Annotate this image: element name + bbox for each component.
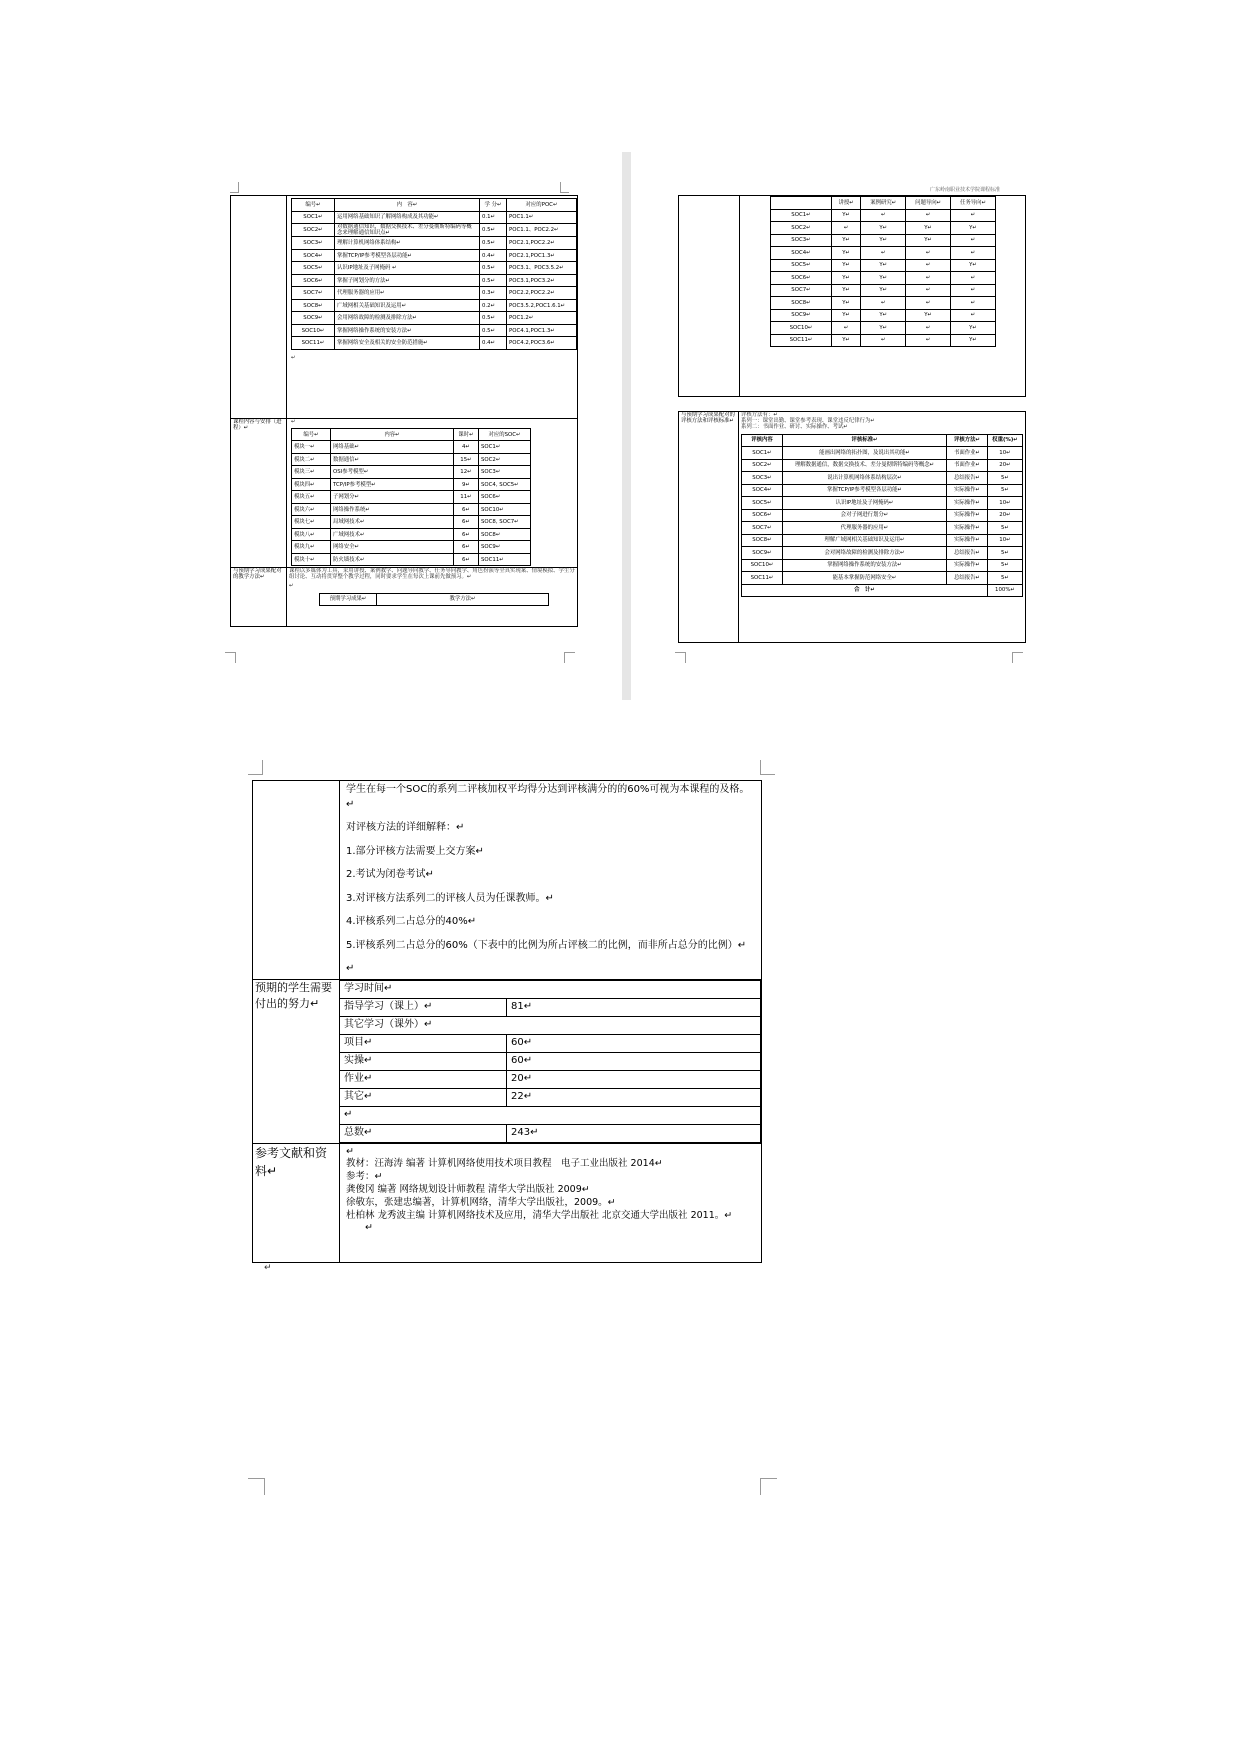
table-row: SOC3↵ 说出计算机网络体系结构层次↵ 总结报告↵ 5↵ — [742, 472, 1023, 485]
crop-mark — [248, 1478, 265, 1495]
table-row: SOC11↵ Y↵ ↵ ↵ Y↵ — [771, 334, 996, 347]
grading-paragraph: 4.评核系列二占总分的40%↵ — [346, 916, 477, 927]
crop-mark — [248, 760, 263, 775]
soc-table-body — [292, 211, 577, 349]
effort-row: 其它↵ 22↵ — [340, 1088, 761, 1106]
reference-line: 龚俊冈 编著 网络规划设计师教程 清华大学出版社 2009↵ — [346, 1183, 590, 1195]
table-row: SOC10↵ 掌握网络操作系统的安装方法↵ 0.5↵ POC4.1,POC1.3↵ — [292, 324, 577, 337]
effort-label: 预期的学生需要付出的努力↵ — [253, 979, 340, 1143]
crop-mark — [675, 652, 686, 663]
soc-table-header: 编号↵ 内 容↵ 学 分↵ 对应的POC↵ — [292, 199, 577, 212]
reference-line: 杜柏林 龙秀波主编 计算机网络技术及应用，清华大学出版社 北京交通大学出版社 2011。↵ — [346, 1209, 733, 1221]
table-row: 模块八↵ 广域网技术↵ 6↵ SOC8↵ — [292, 528, 531, 541]
table-row: SOC1↵ 运用网络基础知识了解网络构成及其功能↵ 0.1↵ POC1.1↵ — [292, 211, 577, 224]
assessment-outer-table — [678, 411, 1026, 643]
module-table-header: 编号↵ 内容↵ 课时↵ 对应的SOC↵ — [292, 428, 531, 441]
assessment-total-row: 合 计↵ 100%↵ — [742, 584, 1023, 597]
page-3-outer-table — [252, 780, 762, 1263]
method-table-cell — [740, 196, 1026, 397]
references-cell — [340, 1143, 762, 1262]
crop-mark — [760, 1478, 777, 1495]
assessment-label: 与预期学习成果配对的评核方法和评核标准↵ — [679, 412, 739, 643]
teaching-cell: 课程以多媒体为工具，采用讲授、案例教学、问题导向教学、任务导向教学、角色扮演等全真实现案、情境模拟、学生分组讨论、互动将贯穿整个教学过程，同时要求学生在每次上课前先做预习。↵ ↵ 预期学习成果↵ 教学方法↵ — [287, 568, 578, 627]
table-row: SOC6↵ 会对子网进行划分↵ 实际操作↵ 20↵ — [742, 509, 1023, 522]
table-row: SOC3↵ 理解计算机网络体系结构↵ 0.5↵ POC2.1,POC2.2↵ — [292, 237, 577, 250]
assessment-table-body — [742, 447, 1023, 585]
table-row: SOC2↵ ↵ Y↵ Y↵ Y↵ — [771, 222, 996, 235]
teaching-text: 课程以多媒体为工具，采用讲授、案例教学、问题导向教学、任务导向教学、角色扮演等全真实现案、情境模拟、学生分组讨论、互动将贯穿整个教学过程，同时要求学生在每次上课前先做预习。↵ — [289, 568, 575, 580]
table-row: SOC2↵ 对数据通信知识，数据交换技术、差分曼彻斯特编码等概念来理解通信知识点↵ 0.5↵ POC1.1、POC2.2↵ — [292, 224, 577, 237]
reference-line: ↵ — [346, 1145, 354, 1157]
page-2-outer-table — [678, 195, 1026, 397]
method-table — [770, 196, 996, 347]
table-row: SOC1↵ 能画出网络的拓扑图，及说出其功能↵ 书面作业↵ 10↵ — [742, 447, 1023, 460]
module-table-cell: ↵ 编号↵ 内容↵ 课时↵ 对应的SOC↵ 模块一↵ 网络基础↵ 4↵ SOC1↵ 模块二↵ 数据通信↵ 15↵ SOC2↵ 模块三↵ OSI参考模型↵ 12↵ SOC3↵ 模块四↵ TCP/IP参考模型↵ 9↵ SOC4, SOC5↵ 模块五↵ 子网划分↵ 11↵ SOC6↵ 模块六↵ 网络操作系统↵ 6↵ SOC10↵ 模块七↵ 局域网技术↵ 6↵ SOC8, SOC7↵ 模块八↵ 广域网技术↵ 6↵ SOC8↵ 模块九↵ 网络安全↵ 6↵ SOC9↵ 模块十↵ 防火墙技术↵ 6↵ SOC11↵ — [287, 419, 578, 568]
table-row: 模块五↵ 子网划分↵ 11↵ SOC6↵ — [292, 491, 531, 504]
page-3-left-cell — [253, 781, 340, 980]
crop-mark — [760, 760, 775, 775]
table-row: SOC8↵ 广域网相关基础知识及运用↵ 0.2↵ POC3.5.2,POC1.6.1↵ — [292, 299, 577, 312]
table-row: 模块四↵ TCP/IP参考模型↵ 9↵ SOC4, SOC5↵ — [292, 478, 531, 491]
arrangement-label: 课程内容与安排（进程）↵ — [231, 419, 287, 568]
table-row: SOC11↵ 掌握网络安全及相关的安全防范措施↵ 0.4↵ POC4.2,POC3.6↵ — [292, 337, 577, 350]
table-row: SOC5↵ 认识IP地址及子网掩码 ↵ 0.5↵ POC3.1、POC3.5.2↵ — [292, 262, 577, 275]
page-1 — [230, 195, 578, 627]
table-row: SOC7↵ 代理服务器的应用↵ 0.3↵ POC2.2,POC2.2↵ — [292, 287, 577, 300]
page-2-header: 广东岭南职业技术学院课程标准 — [930, 187, 1001, 193]
module-table-body — [292, 441, 531, 566]
grading-paragraphs: 学生在每一个SOC的系列二评核加权平均得分达到评核满分的的60%可视为本课程的及格。↵ 对评核方法的详细解释：↵ 1.部分评核方法需要上交方案↵ 2.考试为闭卷考试↵ 3.对评核方法系列二的评核人员为任课教师。↵ 4.评核系列二占总分的40%↵ 5.评核系列二占总分的60%（下表中的比例为所占评核二的比例，而非所占总分的比例）↵ ↵ — [346, 783, 755, 977]
table-row: 模块七↵ 局域网技术↵ 6↵ SOC8, SOC7↵ — [292, 516, 531, 529]
references-list — [346, 1146, 755, 1236]
reference-line: ↵ — [346, 1222, 373, 1234]
table-row: SOC6↵ 掌握子网划分的方法↵ 0.5↵ POC3.1,POC3.2↵ — [292, 274, 577, 287]
teaching-bottom-table: 预期学习成果↵ 教学方法↵ — [319, 593, 549, 607]
table-row: SOC2↵ 理解数据通信，数据交换技术、差分曼彻斯特编码等概念↵ 书面作业↵ 20↵ — [742, 459, 1023, 472]
grading-paragraph: 3.对评核方法系列二的评核人员为任课教师。↵ — [346, 892, 554, 904]
grading-notes — [340, 781, 762, 980]
page-2 — [678, 195, 1026, 643]
effort-row: 项目↵ 60↵ — [340, 1034, 761, 1052]
reference-line: 徐敬东，张建忠编著，计算机网络，清华大学出版社，2009。↵ — [346, 1196, 616, 1208]
method-table-header: 讲授↵ 案例研究↵ 问题导向↵ 任务导向↵ — [771, 197, 996, 210]
reference-line: 教材：汪海涛 编著 计算机网络使用技术项目教程 电子工业出版社 2014↵ — [346, 1158, 663, 1170]
table-row: 模块一↵ 网络基础↵ 4↵ SOC1↵ — [292, 441, 531, 454]
assessment-table-header: 评核内容 评核标准↵ 评核方法↵ 权重(%)↵ — [742, 434, 1023, 447]
reference-line: 参考：↵ — [346, 1171, 383, 1183]
table-row: SOC3↵ Y↵ Y↵ Y↵ ↵ — [771, 234, 996, 247]
grading-paragraph: 1.部分评核方法需要上交方案↵ — [346, 845, 484, 857]
soc-table-cell: 编号↵ 内 容↵ 学 分↵ 对应的POC↵ SOC1↵ 运用网络基础知识了解网络构成及其功能↵ 0.1↵ POC1.1↵ SOC2↵ 对数据通信知识，数据交换技术、差分曼彻斯特编码等概念来理解通信知识点↵ 0.5↵ POC1.1、POC2.2↵ SOC3↵ 理解计算机网络体系结构↵ 0.5↵ POC2.1,POC2.2↵ SOC4↵ 掌握TCP/IP参考模型各层功能↵ 0.4↵ POC2.1,POC1.3↵ SOC5↵ 认识IP地址及子网掩码 ↵ 0.5↵ POC3.1、POC3.5.2↵ SOC6↵ 掌握子网划分的方法↵ 0.5↵ POC3.1,POC3.2↵ SOC7↵ 代理服务器的应用↵ 0.3↵ POC2.2,POC2.2↵ SOC8↵ 广域网相关基础知识及运用↵ 0.2↵ POC3.5.2,POC1.6.1↵ SOC9↵ 会用网络故障的检测及排除方法↵ 0.5↵ POC1.2↵ SOC10↵ 掌握网络操作系统的安装方法↵ 0.5↵ POC4.1,POC1.3↵ SOC11↵ 掌握网络安全及相关的安全防范措施↵ 0.4↵ POC4.2,POC3.6↵ ↵ — [287, 196, 578, 419]
soc-table — [291, 198, 577, 350]
page-1-outer-table — [230, 195, 578, 627]
crop-mark — [225, 652, 236, 663]
grading-paragraph: 5.评核系列二占总分的60%（下表中的比例为所占评核二的比例，而非所占总分的比例）↵ — [346, 939, 747, 951]
table-row: 模块十↵ 防火墙技术↵ 6↵ SOC11↵ — [292, 553, 531, 566]
method-table-body — [771, 209, 996, 347]
page-separator — [622, 152, 631, 700]
table-row: 模块六↵ 网络操作系统↵ 6↵ SOC10↵ — [292, 503, 531, 516]
table-row: SOC8↵ 理解广域网相关基础知识及运用↵ 实际操作↵ 10↵ — [742, 534, 1023, 547]
table-row: SOC4↵ 掌握TCP/IP参考模型各层功能↵ 实际操作↵ 5↵ — [742, 484, 1023, 497]
teaching-label: 与预期学习成果配对的教学方法↵ — [231, 568, 287, 627]
table-row: SOC9↵ 会用网络故障的检测及排除方法↵ 0.5↵ POC1.2↵ — [292, 312, 577, 325]
table-row: SOC8↵ Y↵ ↵ ↵ ↵ — [771, 297, 996, 310]
effort-items — [340, 1034, 761, 1106]
assessment-cell: 评核方法有：↵ 系列一：课堂出勤、课堂参考表现、课堂违反纪律行为↵ 系列二：书面作业、研讨、实际操作、考试↵ 评核内容 评核标准↵ 评核方法↵ 权重(%)↵ SOC1↵ 能画出网络的拓扑图，及说出其功能↵ 书面作业↵ 10↵ SOC2↵ 理解数据通信，数据交换技术、差分曼彻斯特编码等概念↵ 书面作业↵ 20↵ SOC3↵ 说出计算机网络体系结构层次↵ 总结报告↵ 5↵ SOC4↵ 掌握TCP/IP参考模型各层功能↵ 实际操作↵ 5↵ SOC5↵ 认识IP地址及子网掩码↵ 实际操作↵ 10↵ SOC6↵ 会对子网进行划分↵ 实际操作↵ 20↵ SOC7↵ 代理服务器的应用↵ 实际操作↵ 5↵ SOC8↵ 理解广域网相关基础知识及运用↵ 实际操作↵ 10↵ SOC9↵ 会对网络故障的检测及排除方法↵ 总结报告↵ 5↵ SOC10↵ 掌握网络操作系统的安装方法↵ 实际操作↵ 5↵ SOC11↵ 能基本掌握防范网络安全↵ 总结报告↵ 5↵ 合 计↵ 100%↵ — [739, 412, 1026, 643]
grading-paragraph: 对评核方法的详细解释：↵ — [346, 822, 465, 833]
table-row: 模块三↵ OSI参考模型↵ 12↵ SOC3↵ — [292, 466, 531, 479]
page-1-left-cell — [231, 196, 287, 419]
table-row: SOC9↵ Y↵ Y↵ Y↵ ↵ — [771, 309, 996, 322]
assessment-table — [741, 434, 1023, 598]
grading-paragraph: 学生在每一个SOC的系列二评核加权平均得分达到评核满分的的60%可视为本课程的及格。↵ — [346, 784, 750, 810]
table-row: SOC4↵ 掌握TCP/IP参考模型各层功能↵ 0.4↵ POC2.1,POC1.3↵ — [292, 249, 577, 262]
crop-mark — [560, 182, 569, 193]
crop-mark — [564, 652, 575, 663]
table-row: SOC10↵ 掌握网络操作系统的安装方法↵ 实际操作↵ 5↵ — [742, 559, 1023, 572]
table-row: SOC5↵ Y↵ Y↵ ↵ Y↵ — [771, 259, 996, 272]
table-row: SOC11↵ 能基本掌握防范网络安全↵ 总结报告↵ 5↵ — [742, 572, 1023, 585]
effort-row: 实操↵ 60↵ — [340, 1052, 761, 1070]
module-table — [291, 428, 531, 567]
crop-mark — [230, 182, 239, 193]
table-row: SOC7↵ 代理服务器的应用↵ 实际操作↵ 5↵ — [742, 522, 1023, 535]
effort-row: 作业↵ 20↵ — [340, 1070, 761, 1088]
page-2-left-cell — [679, 196, 740, 397]
page-3: 学生在每一个SOC的系列二评核加权平均得分达到评核满分的的60%可视为本课程的及格。↵ 对评核方法的详细解释：↵ 1.部分评核方法需要上交方案↵ 2.考试为闭卷考试↵ 3.对评核方法系列二的评核人员为任课教师。↵ 4.评核系列二占总分的40%↵ 5.评核系列二占总分的60%（下表中的比例为所占评核二的比例，而非所占总分的比例）↵ ↵ 预期的学生需要付出的努力↵ 学习时间↵ 指导学习（课上）↵ 81↵ 其它学习（课外）↵ 项目↵ 60↵ 实操↵ 60↵ 作业↵ 20↵ 其它↵ 22↵ ↵ 总数↵ 243↵ 参考文献和资料↵ ↵ 教材：汪海涛 编著 计算机网络使用技术项目教程 电子工业出版社 2014↵ 参考：↵ 龚俊冈 编著 网络规划设计师教程 清华大学出版社 2009↵ 徐敬东，张建忠编著，计算机网络，清华大学出版社，2009。↵ 杜柏林 龙秀波主编 计算机网络技术及应用，清华大学出版社 北京交通大学出版社 2011。↵ ↵ ↵ — [252, 780, 762, 1273]
table-row: SOC4↵ Y↵ ↵ ↵ ↵ — [771, 247, 996, 260]
table-row: 模块二↵ 数据通信↵ 15↵ SOC2↵ — [292, 453, 531, 466]
table-row: SOC10↵ ↵ Y↵ ↵ Y↵ — [771, 322, 996, 335]
references-label: 参考文献和资料↵ — [253, 1143, 340, 1262]
table-row: 模块九↵ 网络安全↵ 6↵ SOC9↵ — [292, 541, 531, 554]
table-row: SOC6↵ Y↵ Y↵ ↵ ↵ — [771, 272, 996, 285]
crop-mark — [1012, 652, 1023, 663]
effort-table: 学习时间↵ 指导学习（课上）↵ 81↵ 其它学习（课外）↵ 项目↵ 60↵ 实操↵ 60↵ 作业↵ 20↵ 其它↵ 22↵ ↵ 总数↵ 243↵ — [340, 980, 761, 1143]
effort-cell — [340, 979, 762, 1143]
table-row: SOC7↵ Y↵ Y↵ ↵ ↵ — [771, 284, 996, 297]
table-row: SOC1↵ Y↵ ↵ ↵ ↵ — [771, 209, 996, 222]
table-row: SOC9↵ 会对网络故障的检测及排除方法↵ 总结报告↵ 5↵ — [742, 547, 1023, 560]
table-row: SOC5↵ 认识IP地址及子网掩码↵ 实际操作↵ 10↵ — [742, 497, 1023, 510]
grading-paragraph: 2.考试为闭卷考试↵ — [346, 869, 434, 880]
